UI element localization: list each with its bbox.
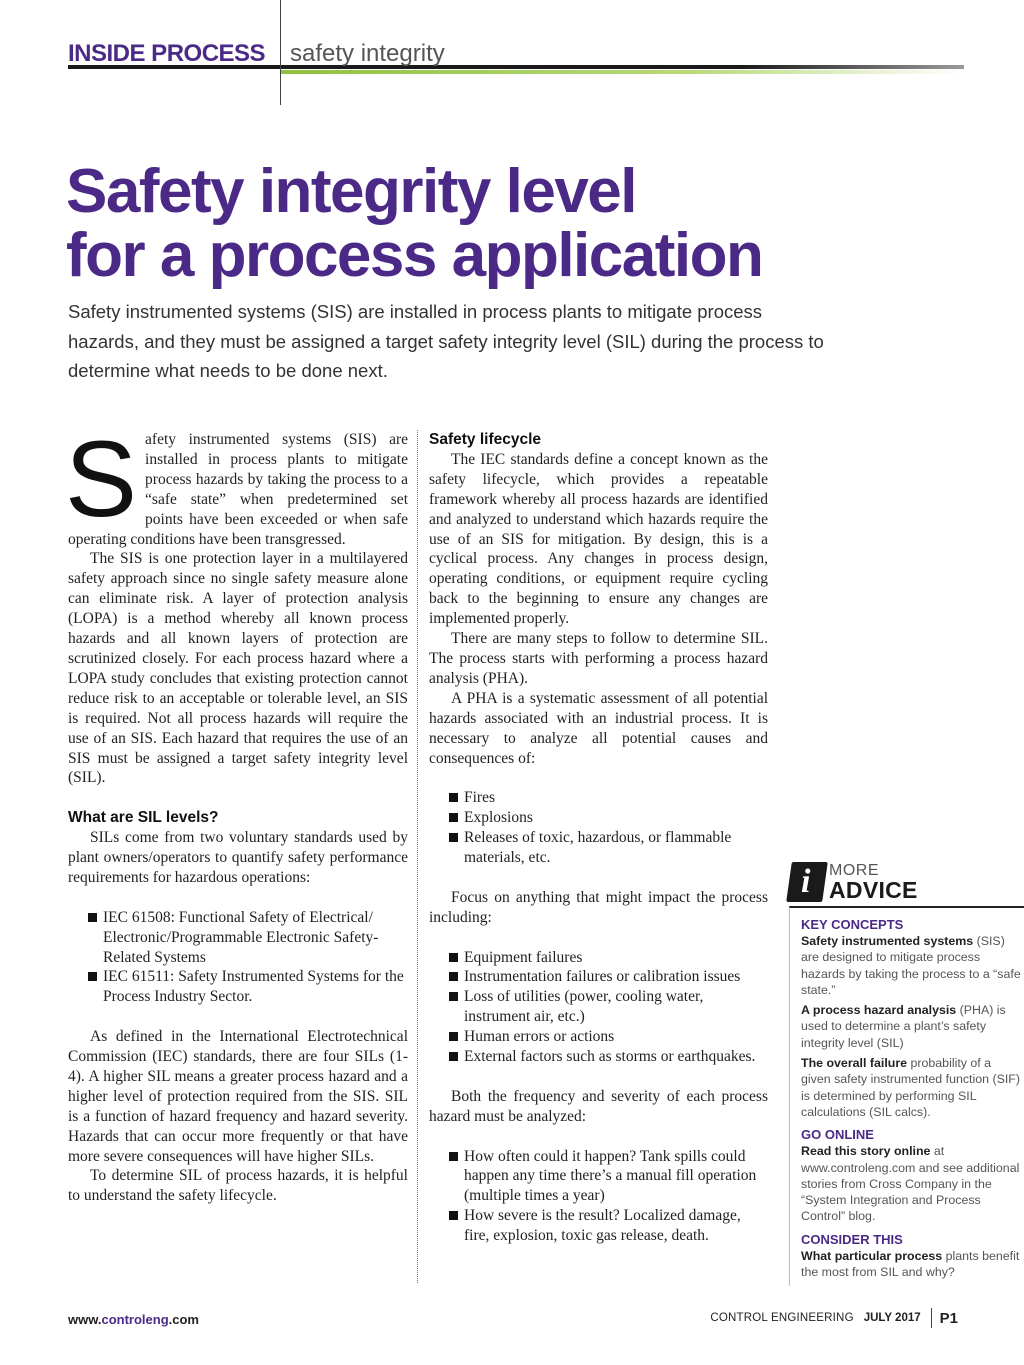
list-item: Human errors or actions: [464, 1027, 768, 1047]
drop-cap: S: [65, 418, 138, 539]
folio-divider: [931, 1308, 932, 1328]
title-line-2: for a process application: [66, 221, 763, 290]
column-divider: [417, 430, 418, 1283]
square-bullet-icon: [449, 1052, 458, 1061]
paragraph: As defined in the International Electrotechnical Commission (IEC) standards, there are four SILs (1-4). A higher SIL means a greater process hazard and a higher level of protection required from the SIS. SIL is a function of hazard frequency and hazard severity. Hazards that can occur more frequently or that have more severe consequences will have higher SILs.: [68, 1028, 408, 1165]
square-bullet-icon: [449, 992, 458, 1001]
section-kicker: INSIDE PROCESS: [68, 40, 266, 67]
subhead-sil-levels: What are SIL levels?: [68, 809, 219, 827]
consider-this-text: What particular process plants benefit the most from SIL and why?: [801, 1248, 1020, 1280]
square-bullet-icon: [449, 1211, 458, 1220]
key-concept-item: A process hazard analysis (PHA) is used to determine a plant’s safety integrity level (SIL): [801, 1003, 1006, 1050]
square-bullet-icon: [449, 793, 458, 802]
go-online-text: Read this story online at www.controleng.com and see additional stories from Cross Company in the “System Integration and Process Control” blog.: [801, 1144, 1020, 1224]
list-item: Fires: [464, 788, 768, 808]
section-header: [68, 38, 968, 98]
footer-website-link[interactable]: www.controleng.com: [68, 1312, 199, 1327]
more-advice-sidebar: [789, 906, 1024, 1286]
article-deck: Safety instrumented systems (SIS) are installed in process plants to mitigate process hazards, and they must be assigned a target safety integrity level (SIL) during the process to determine what needs to be done next.: [68, 301, 824, 381]
title-line-1: Safety integrity level: [66, 157, 637, 226]
paragraph: To determine SIL of process hazards, it is helpful to understand the safety lifecycle.: [68, 1167, 408, 1205]
consider-this-heading: CONSIDER THIS: [801, 1231, 903, 1247]
key-concept-item: The overall failure probability of a given safety instrumented function (SIF) is determined by performing SIL calculations (SIL calcs).: [801, 1056, 1021, 1119]
list-item: Instrumentation failures or calibration issues: [464, 967, 768, 987]
page-number: P1: [939, 1309, 958, 1327]
square-bullet-icon: [88, 913, 97, 922]
square-bullet-icon: [88, 972, 97, 981]
list-item: Equipment failures: [464, 948, 768, 968]
impact-list: [429, 948, 768, 1067]
body-column-1: [65, 418, 408, 1206]
list-item: How severe is the result? Localized damage, fire, explosion, toxic gas release, death.: [464, 1206, 768, 1246]
square-bullet-icon: [449, 953, 458, 962]
hazard-list: [429, 788, 768, 868]
list-item: IEC 61511: Safety Instrumented Systems for the Process Industry Sector.: [103, 967, 408, 1007]
square-bullet-icon: [449, 833, 458, 842]
paragraph: Safety instrumented systems (SIS) are installed in process plants to mitigate process hazards by taking the process to a “safe state” when predetermined set points have been exceeded or when safe operating conditions have been transgressed.: [65, 418, 408, 548]
paragraph: There are many steps to follow to determine SIL. The process starts with performing a process hazard analysis (PHA).: [429, 630, 768, 687]
paragraph: Focus on anything that might impact the process including:: [429, 888, 768, 926]
paragraph: The SIS is one protection layer in a multilayered safety approach since no single safety measure alone can eliminate risk. A layer of protection analysis (LOPA) is a method whereby all known process hazards and all known layers of protection are scrutinized closely. For each process hazard where a LOPA study concludes that existing protection cannot reduce risk to an acceptable or tolerable level, an SIS is required. Not all process hazards will require the use of an SIS. Each hazard that requires the use of an SIS must be assigned a target safety integrity level (SIL).: [68, 550, 408, 787]
body-column-2: [429, 430, 768, 1246]
folio: [710, 1308, 958, 1328]
list-item: IEC 61508: Functional Safety of Electrical/ Electronic/Programmable Electronic Safety-Related Systems: [103, 908, 408, 968]
issue-date: JULY 2017: [863, 1312, 921, 1324]
go-online-heading: GO ONLINE: [801, 1127, 874, 1143]
key-concept-item: Safety instrumented systems (SIS) are designed to mitigate process hazards by taking the process to a “safe state.”: [801, 934, 1021, 997]
paragraph: The IEC standards define a concept known as the safety lifecycle, which provides a repeatable framework whereby all process hazards are identified and analyzed to understand which hazards require the use of an SIS for mitigation. By design, this is a cyclical process. Any changes in process design, operating conditions, or equipment require cycling back to the beginning to ensure any changes are implemented properly.: [429, 450, 768, 628]
list-item: Loss of utilities (power, cooling water, instrument air, etc.): [464, 987, 768, 1027]
square-bullet-icon: [449, 1152, 458, 1161]
subhead-safety-lifecycle: Safety lifecycle: [429, 431, 542, 448]
frequency-severity-list: [429, 1147, 768, 1247]
square-bullet-icon: [449, 813, 458, 822]
square-bullet-icon: [449, 1032, 458, 1041]
list-item: Explosions: [464, 808, 768, 828]
list-item: Releases of toxic, hazardous, or flammable materials, etc.: [464, 828, 768, 868]
header-accent-rule: [280, 70, 964, 74]
paragraph: A PHA is a systematic assessment of all potential hazards associated with an industrial process. It is necessary to analyze all potential causes and consequences of:: [429, 689, 768, 767]
magazine-name: CONTROL ENGINEERING: [710, 1312, 854, 1324]
list-item: External factors such as storms or earthquakes.: [464, 1047, 768, 1067]
header-divider: [280, 0, 281, 105]
section-subtitle: safety integrity: [290, 40, 445, 67]
article-title: [66, 157, 926, 290]
standards-list: [68, 908, 408, 1008]
paragraph: SILs come from two voluntary standards used by plant owners/operators to quantify safety performance requirements for hazardous operations:: [68, 829, 408, 886]
key-concepts-heading: KEY CONCEPTS: [801, 917, 904, 932]
square-bullet-icon: [449, 972, 458, 981]
more-advice-logo: i MORE ADVICE: [789, 862, 929, 906]
paragraph: Both the frequency and severity of each process hazard must be analyzed:: [429, 1087, 768, 1125]
list-item: How often could it happen? Tank spills could happen any time there’s a manual fill operation (multiple times a year): [464, 1147, 768, 1207]
